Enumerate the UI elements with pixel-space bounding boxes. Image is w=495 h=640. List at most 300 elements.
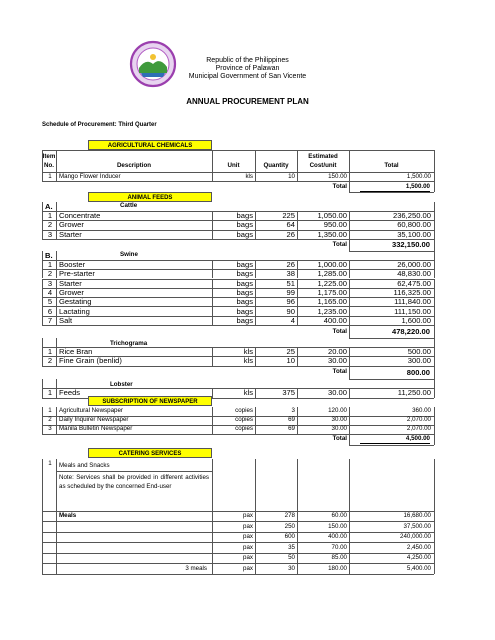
grid-line: [349, 366, 350, 379]
grid-line: [255, 553, 256, 564]
agri-row-cost: 150.00: [328, 172, 347, 180]
grid-line: [212, 211, 213, 220]
meal-row-unit: pax: [243, 554, 253, 562]
cattle-row-unit: bags: [236, 220, 253, 230]
grid-line: [42, 459, 43, 511]
grid-line: [297, 269, 298, 278]
grid-line: [56, 220, 57, 229]
grid-line: [434, 459, 435, 511]
meal-row-cost: 400.00: [328, 533, 347, 541]
grid-line: [297, 416, 298, 425]
grid-line: [434, 306, 435, 315]
cattle-row-no: 3: [47, 229, 53, 239]
grid-line: [349, 230, 350, 239]
swine-row-unit: bags: [236, 315, 253, 325]
grid-line: [349, 553, 350, 564]
grid-line: [434, 202, 435, 211]
meal-row-total: 5,400.00: [406, 564, 431, 572]
grid-line: [349, 239, 350, 251]
grid-line: [349, 172, 350, 181]
grid-line: [255, 521, 256, 532]
lobster-row-cost: 30.00: [327, 388, 347, 398]
swine-row-qty: 26: [286, 260, 295, 270]
tricho-row-no: 1: [47, 347, 53, 357]
col-unit: Unit: [227, 162, 240, 169]
section-newspaper: [88, 396, 212, 406]
grid-line: [297, 220, 298, 229]
grid-line: [349, 379, 434, 380]
grid-line: [56, 251, 57, 260]
grid-line: [349, 279, 350, 288]
grid-line: [42, 288, 43, 297]
meal-row-total: 16,680.00: [403, 512, 431, 520]
news-row-qty: 69: [288, 416, 295, 424]
grid-line: [434, 553, 435, 564]
grid-line: [434, 407, 435, 416]
swine-row-qty: 4: [290, 315, 295, 325]
swine-row-desc: Gestating: [59, 297, 92, 307]
grid-line: [434, 356, 435, 365]
grid-line: [255, 220, 256, 229]
grid-line: [56, 532, 57, 543]
grid-line: [255, 563, 256, 574]
grid-line: [255, 260, 256, 269]
grid-line: [349, 338, 434, 339]
meal-row-total: 240,000.00: [400, 533, 431, 541]
meal-row-unit: pax: [243, 522, 253, 530]
grid-line: [434, 379, 435, 388]
news-row-unit: copies: [235, 425, 253, 433]
swine-row-desc: Pre-starter: [59, 269, 95, 279]
grid-line: [349, 459, 350, 511]
grid-line: [349, 445, 434, 446]
agri-row-no: 1: [48, 172, 52, 180]
grid-line: [56, 279, 57, 288]
news-row-total: 2,070.00: [406, 416, 431, 424]
swine-row-unit: bags: [236, 306, 253, 316]
grid-line: [56, 316, 57, 325]
cattle-row-unit: bags: [236, 229, 253, 239]
grid-line: [42, 279, 43, 288]
lobster-heading: Lobster: [110, 380, 133, 388]
grid-line: [349, 347, 350, 356]
grid-line: [42, 211, 43, 220]
swine-heading: Swine: [120, 250, 138, 258]
cattle-row-cost: 950.00: [323, 220, 347, 230]
tricho-row-no: 2: [47, 356, 53, 366]
grid-line: [349, 192, 434, 193]
header-country: Republic of the Philippines: [206, 57, 289, 64]
grid-line: [255, 230, 256, 239]
meals-label: Meals: [59, 511, 77, 519]
swine-row-qty: 38: [286, 269, 295, 279]
tricho-total-value: 800.00: [406, 367, 430, 377]
grid-line: [255, 388, 256, 398]
grid-line: [297, 297, 298, 306]
cattle-row-qty: 225: [282, 211, 295, 221]
news-row-no: 2: [48, 416, 52, 424]
tricho-row-cost: 20.00: [327, 347, 347, 357]
cattle-row-no: 1: [47, 211, 53, 221]
cattle-row-desc: Concentrate: [59, 211, 101, 221]
grid-line: [212, 459, 213, 511]
grid-line: [212, 416, 213, 425]
grid-line: [42, 347, 43, 356]
grid-line: [42, 220, 43, 229]
meal-row-qty: 600: [284, 533, 295, 541]
meal-row-total: 37,500.00: [403, 522, 431, 530]
grid-line: [297, 388, 298, 398]
cattle-row-qty: 26: [286, 229, 295, 239]
tricho-row-qty: 25: [286, 347, 295, 357]
grid-line: [212, 260, 213, 269]
news-row-unit: copies: [235, 416, 253, 424]
grid-line: [297, 172, 298, 181]
agri-row-qty: 10: [288, 172, 295, 180]
tricho-row-qty: 10: [286, 356, 295, 366]
news-row-cost: 120.00: [328, 407, 347, 415]
news-row-qty: 3: [291, 407, 295, 415]
news-row-qty: 69: [288, 425, 295, 433]
cattle-row-qty: 64: [286, 220, 295, 230]
grid-line: [56, 230, 57, 239]
grid-line: [434, 416, 435, 425]
grid-line: [56, 288, 57, 297]
swine-row-total: 62,475.00: [397, 278, 431, 288]
grid-line: [434, 150, 435, 172]
cattle-total-label: Total: [332, 240, 347, 248]
grid-line: [255, 425, 256, 434]
grid-line: [434, 542, 435, 553]
grid-line: [434, 181, 435, 192]
grid-line: [349, 532, 350, 543]
meal-row-unit: pax: [243, 564, 253, 572]
swine-row-no: 7: [47, 315, 53, 325]
grid-line: [255, 347, 256, 356]
grid-line: [42, 338, 43, 347]
grid-line: [434, 172, 435, 181]
swine-total-value: 478,220.00: [391, 327, 430, 336]
grid-line: [42, 230, 43, 239]
grid-line: [212, 407, 213, 416]
grid-line: [42, 202, 43, 211]
swine-row-no: 6: [47, 306, 53, 316]
catering-no: 1: [48, 459, 52, 467]
grid-line: [349, 288, 350, 297]
grid-line: [212, 316, 213, 325]
grid-line: [56, 425, 57, 434]
grid-line: [212, 356, 213, 365]
cattle-row-total: 60,800.00: [397, 220, 431, 230]
grid-line: [349, 563, 350, 574]
swine-row-cost: 400.00: [323, 315, 347, 325]
grid-line: [42, 532, 43, 543]
grid-line: [297, 230, 298, 239]
grid-line: [42, 306, 43, 315]
grid-line: [255, 511, 256, 522]
grid-line: [42, 388, 43, 398]
agri-row-desc: Mango Flower Inducer: [59, 172, 121, 180]
grid-line: [56, 172, 57, 181]
swine-row-unit: bags: [236, 297, 253, 307]
agri-row-total: 1,500.00: [406, 172, 431, 180]
tricho-row-total: 500.00: [407, 347, 431, 357]
grid-line: [434, 297, 435, 306]
meal-row-cost: 85.00: [331, 554, 347, 562]
grid-line: [255, 316, 256, 325]
grid-line: [56, 553, 57, 564]
lobster-row-unit: kls: [243, 388, 253, 398]
swine-row-unit: bags: [236, 278, 253, 288]
page-title: ANNUAL PROCUREMENT PLAN: [186, 97, 309, 106]
lobster-row-qty: 375: [282, 388, 295, 398]
meal-row-unit: pax: [243, 543, 253, 551]
meal-row-cost: 150.00: [328, 522, 347, 530]
meal-row-unit: pax: [243, 512, 253, 520]
cattle-row-desc: Starter: [59, 229, 82, 239]
grid-line: [434, 532, 435, 543]
swine-row-cost: 1,000.00: [317, 260, 347, 270]
grid-line: [42, 425, 43, 434]
grid-line: [42, 356, 43, 365]
news-row-desc: Manila Bulletin Newspaper: [59, 425, 133, 433]
swine-row-cost: 1,165.00: [317, 297, 347, 307]
grid-line: [434, 316, 435, 325]
grid-line: [255, 297, 256, 306]
swine-total-label: Total: [332, 327, 347, 335]
grid-line: [349, 297, 350, 306]
grid-line: [56, 269, 57, 278]
cattle-row-cost: 1,050.00: [317, 211, 347, 221]
swine-row-cost: 1,225.00: [317, 278, 347, 288]
grid-line: [434, 563, 435, 574]
tricho-row-unit: kls: [243, 356, 253, 366]
cattle-row-total: 35,100.00: [397, 229, 431, 239]
swine-row-unit: bags: [236, 287, 253, 297]
grid-line: [297, 279, 298, 288]
grid-line: [349, 542, 350, 553]
grid-line: [42, 563, 43, 574]
grid-line: [56, 563, 57, 574]
lobster-row-no: 1: [47, 388, 53, 398]
swine-row-unit: bags: [236, 269, 253, 279]
col-estimated: Estimated: [308, 153, 338, 160]
swine-row-total: 26,000.00: [397, 260, 431, 270]
grid-line: [349, 220, 350, 229]
grid-line: [349, 316, 350, 325]
cattle-row-no: 2: [47, 220, 53, 230]
grid-line: [349, 425, 350, 434]
grid-line: [56, 260, 57, 269]
grid-line: [255, 288, 256, 297]
meals-note: 3 meals: [185, 564, 207, 572]
swine-row-total: 111,840.00: [394, 297, 431, 307]
meal-row-unit: pax: [243, 533, 253, 541]
grid-line: [56, 306, 57, 315]
grid-line: [56, 416, 57, 425]
section-agricultural-chemicals-label: AGRICULTURAL CHEMICALS: [107, 143, 193, 149]
col-total: Total: [384, 162, 399, 169]
grid-line: [42, 150, 434, 151]
grid-line: [42, 553, 43, 564]
grid-line: [434, 511, 435, 522]
grid-line: [297, 459, 298, 511]
grid-line: [255, 172, 256, 181]
meal-row-cost: 70.00: [331, 543, 347, 551]
grid-line: [349, 388, 350, 398]
grid-line: [42, 416, 43, 425]
grid-line: [42, 407, 43, 416]
grid-line: [212, 230, 213, 239]
grid-line: [349, 356, 350, 365]
swine-row-no: 5: [47, 297, 53, 307]
grid-line: [349, 211, 350, 220]
meal-row-qty: 50: [288, 554, 295, 562]
grid-line: [349, 260, 350, 269]
grid-line: [212, 269, 213, 278]
col-no: No.: [44, 162, 54, 169]
grid-line: [42, 172, 43, 181]
section-animal-feeds-label: ANIMAL FEEDS: [127, 195, 173, 201]
grid-line: [42, 379, 43, 388]
grid-line: [349, 521, 350, 532]
grid-line: [434, 220, 435, 229]
swine-row-desc: Starter: [59, 278, 82, 288]
grid-line: [434, 288, 435, 297]
swine-row-total: 116,325.00: [393, 287, 431, 297]
grid-line: [42, 366, 434, 367]
grid-line: [56, 388, 57, 398]
meal-row-qty: 278: [284, 512, 295, 520]
grid-line: [212, 279, 213, 288]
news-row-no: 3: [48, 425, 52, 433]
tricho-row-desc: Rice Bran: [59, 347, 93, 357]
grid-line: [56, 511, 57, 522]
swine-row-no: 2: [47, 269, 53, 279]
swine-row-cost: 1,235.00: [317, 306, 347, 316]
tricho-row-desc: Fine Grain (benlid): [59, 356, 122, 366]
cattle-total-value: 332,150.00: [391, 240, 430, 250]
grid-line: [56, 407, 57, 416]
grid-line: [212, 425, 213, 434]
meal-row-qty: 35: [288, 543, 295, 551]
lobster-row-total: 11,250.00: [397, 388, 431, 398]
swine-row-total: 1,600.00: [401, 315, 431, 325]
swine-row-total: 48,830.00: [397, 269, 431, 279]
catering-item: Meals and Snacks: [59, 461, 110, 469]
grid-line: [297, 347, 298, 356]
grid-line: [56, 521, 57, 532]
grid-line: [56, 379, 57, 388]
news-row-unit: copies: [235, 407, 253, 415]
grid-line: [42, 260, 43, 269]
grid-line: [349, 416, 350, 425]
grid-line: [349, 434, 350, 445]
grid-line: [255, 532, 256, 543]
grid-line: [434, 325, 435, 338]
news-row-total: 2,070.00: [406, 425, 431, 433]
swine-letter: B.: [45, 250, 53, 260]
grid-line: [349, 407, 350, 416]
swine-row-qty: 99: [286, 287, 295, 297]
grid-line: [297, 316, 298, 325]
swine-row-desc: Grower: [59, 287, 84, 297]
swine-row-qty: 96: [286, 297, 295, 307]
grid-line: [212, 288, 213, 297]
grid-line: [349, 511, 350, 522]
tricho-row-total: 300.00: [407, 356, 431, 366]
swine-row-total: 111,150.00: [394, 306, 431, 316]
cattle-letter: A.: [45, 202, 53, 211]
grid-line: [297, 425, 298, 434]
grid-line: [212, 172, 213, 181]
tricho-heading: Trichograma: [110, 340, 148, 347]
swine-row-cost: 1,285.00: [317, 269, 347, 279]
grid-line: [434, 521, 435, 532]
grid-line: [255, 306, 256, 315]
grid-line: [349, 181, 350, 192]
swine-row-desc: Lactating: [59, 306, 90, 316]
swine-row-unit: bags: [236, 260, 253, 270]
grid-line: [434, 425, 435, 434]
section-newspaper-label: SUBSCRIPTION OF NEWSPAPER: [102, 398, 198, 405]
cattle-row-total: 236,250.00: [392, 211, 431, 221]
news-total-value: 4,500.00: [360, 435, 430, 444]
grid-line: [212, 388, 213, 398]
meal-row-total: 2,450.00: [406, 543, 431, 551]
news-total-label: Total: [332, 435, 347, 443]
grid-line: [297, 306, 298, 315]
grid-line: [434, 366, 435, 379]
grid-line: [56, 211, 57, 220]
grid-line: [42, 574, 434, 575]
meal-row-cost: 60.00: [331, 512, 347, 520]
grid-line: [434, 279, 435, 288]
grid-line: [434, 388, 435, 398]
col-quantity: Quantity: [263, 162, 289, 169]
news-row-cost: 30.00: [331, 425, 347, 433]
agri-row-unit: kls: [245, 172, 253, 180]
news-row-total: 360.00: [412, 407, 431, 415]
grid-line: [212, 220, 213, 229]
section-agricultural-chemicals: [88, 140, 212, 150]
grid-line: [434, 260, 435, 269]
header-municipality: Municipal Government of San Vicente: [188, 73, 307, 80]
grid-line: [434, 251, 435, 260]
grid-line: [212, 297, 213, 306]
grid-line: [255, 356, 256, 365]
grid-line: [434, 211, 435, 220]
grid-line: [56, 202, 57, 211]
grid-line: [56, 471, 212, 472]
swine-row-desc: Booster: [59, 260, 86, 270]
lobster-row-desc: Feeds: [59, 388, 81, 398]
grid-line: [56, 356, 57, 365]
grid-line: [42, 521, 43, 532]
swine-row-no: 4: [47, 287, 53, 297]
grid-line: [297, 288, 298, 297]
grid-line: [434, 269, 435, 278]
grid-line: [255, 542, 256, 553]
swine-row-qty: 51: [286, 278, 295, 288]
grid-line: [56, 542, 57, 553]
col-description: Description: [116, 162, 152, 169]
grid-line: [297, 356, 298, 365]
col-cost-unit: Cost/unit: [309, 162, 337, 169]
grid-line: [434, 230, 435, 239]
news-row-cost: 30.00: [331, 416, 347, 424]
section-catering: [88, 448, 212, 458]
